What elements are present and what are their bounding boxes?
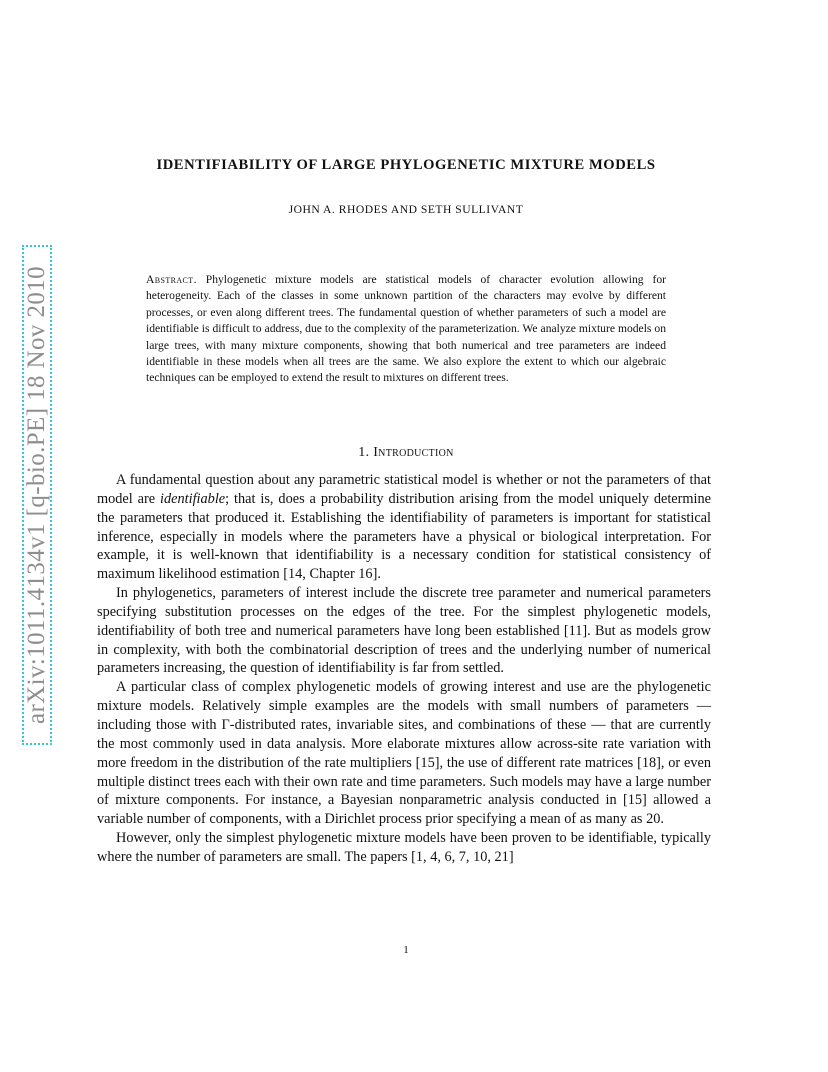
paragraph-1 (97, 471, 711, 584)
paragraph-1-part-b: ; that is, does a probability distribution arising from the model uniquely determine the parameters that produced it. Establishing the identifiability of parameters is important for statistical inference, especially in models where the parameters have a physical or biological interpretation. For example, it is well-known that identifiability is a necessary condition for statistical consistency of maximum likelihood estimation [14, Chapter 16]. (97, 490, 711, 583)
paragraph-1-part-a: A fundamental question about any parametric statistical model is whether or not the parameters of that model are (97, 472, 711, 507)
body-text (97, 471, 711, 867)
section-heading (96, 445, 716, 461)
abstract (146, 272, 666, 387)
identifiable-emphasis: identifiable (160, 490, 226, 507)
section-number: 1. (358, 445, 370, 460)
paragraph-2: In phylogenetics, parameters of interest include the discrete tree parameter and numerical parameters specifying substitution processes on the edges of the tree. For the simplest phylogenetic models, identifiability of both tree and numerical parameters have long been established [11]. But as models grow in complexity, with both the combinatorial description of trees and the underlying number of numerical parameters increasing, the question of identifiability is far from settled. (97, 585, 711, 677)
abstract-text: Phylogenetic mixture models are statistical models of character evolution allowing for heterogeneity. Each of the classes in some unknown partition of the characters may evolve by different processes, or even along different trees. The fundamental question of whether parameters of such a model are identifiable is difficult to address, due to the complexity of the parameterization. We analyze mixture models on large trees, with many mixture components, showing that both numerical and tree parameters are indeed identifiable in these models when all trees are the same. We also explore the extent to which our algebraic techniques can be employed to extend the result to mixtures on different trees. (146, 273, 666, 385)
paper-title: IDENTIFIABILITY OF LARGE PHYLOGENETIC MIXTURE MODELS (156, 157, 656, 173)
section-title: Introduction (373, 445, 454, 460)
page-number: 1 (403, 944, 409, 956)
paragraph-3: A particular class of complex phylogenetic models of growing interest and use are the phylogenetic mixture models. Relatively simple examples are the models with small numbers of parameters — including those with Γ-distributed rates, invariable sites, and combinations of these — that are currently the most commonly used in data analysis. More elaborate mixtures allow across-site rate variation with more freedom in the distribution of the rate multipliers [15], the use of different rate matrices [18], or even multiple distinct trees each with their own rate and time parameters. Such models may have a large number of mixture components. For instance, a Bayesian nonparametric analysis conducted in [15] allowed a variable number of components, with a Dirichlet process prior specifying a mean of as many as 20. (97, 679, 711, 828)
paper-authors: JOHN A. RHODES AND SETH SULLIVANT (288, 203, 524, 216)
abstract-label: Abstract. (146, 273, 197, 286)
arxiv-identifier[interactable]: arXiv:1011.4134v1 [q-bio.PE] 18 Nov 2010 (23, 265, 50, 725)
paragraph-4: However, only the simplest phylogenetic mixture models have been proven to be identifiable, typically where the number of parameters are small. The papers [1, 4, 6, 7, 10, 21] (97, 830, 711, 865)
